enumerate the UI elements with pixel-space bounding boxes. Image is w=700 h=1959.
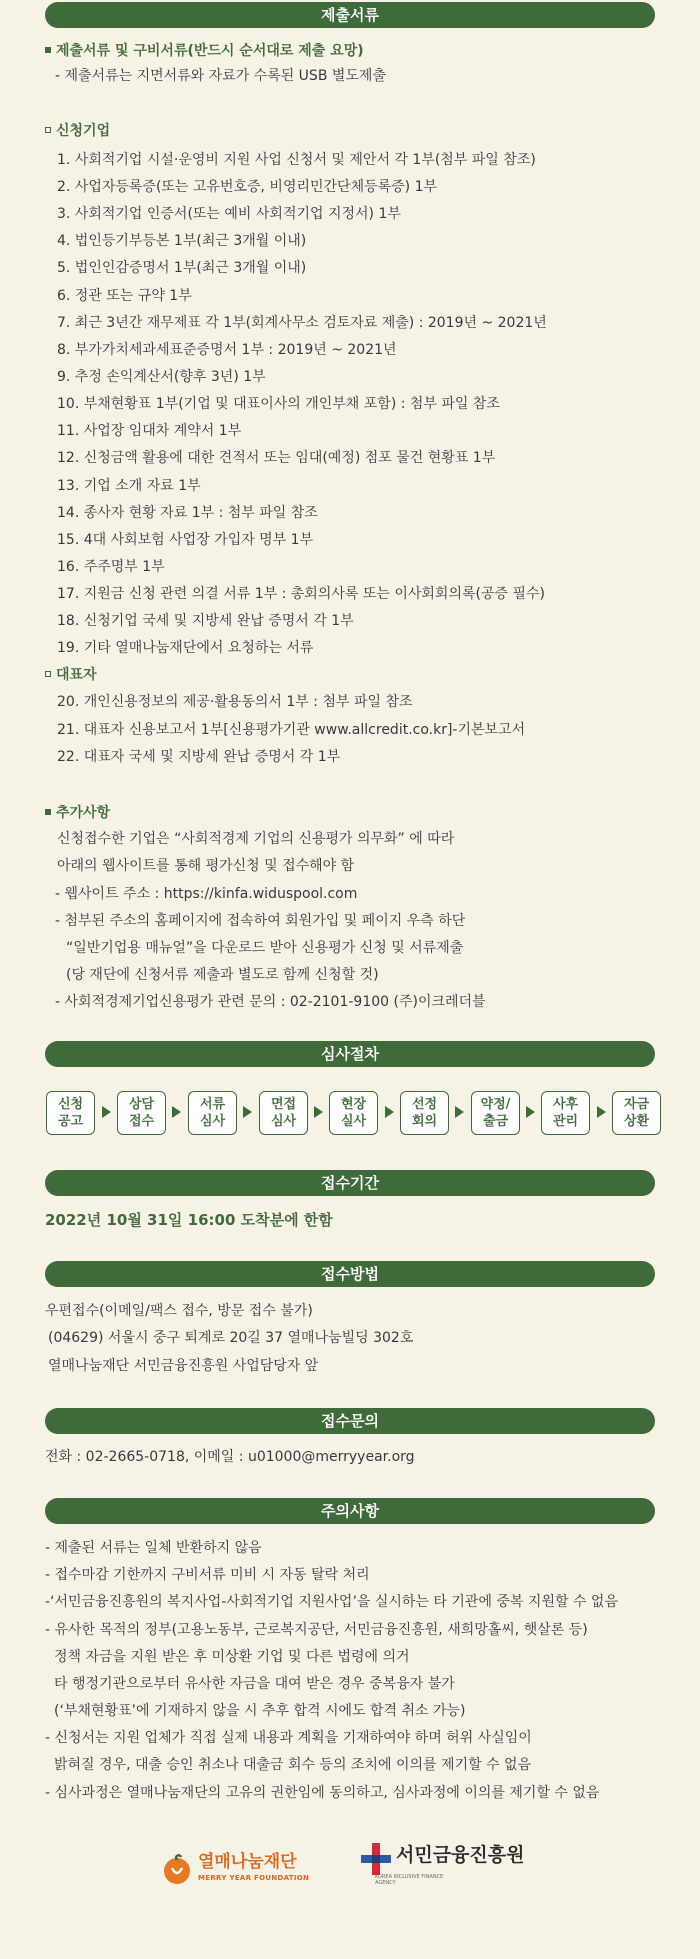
applicant-item: 2. 사업자등록증(또는 고유번호증, 비영리민간단체등록증) 1부	[57, 179, 438, 195]
caution-line: (‘부채현황표’에 기재하지 않을 시 추후 합격 시에도 합격 취소 가능)	[54, 1703, 466, 1719]
applicant-item: 9. 추정 손익계산서(향후 3년) 1부	[57, 369, 266, 385]
deadline-text: 2022년 10월 31일 16:00 도착분에 한함	[45, 1211, 333, 1229]
applicant-item: 10. 부채현황표 1부(기업 및 대표이사의 개인부채 포함) : 첨부 파일 참조	[57, 396, 500, 412]
kinfa-logo	[361, 1840, 541, 1894]
kinfa-symbol-icon	[361, 1843, 391, 1875]
caution-line: - 접수마감 기한까지 구비서류 미비 시 자동 탈락 처리	[45, 1567, 370, 1583]
fruit-logo-icon	[160, 1852, 194, 1886]
process-step-7: 약정/ 출금	[471, 1091, 520, 1135]
section-header-docs: 제출서류	[45, 2, 655, 28]
process-step-3: 서류 심사	[188, 1091, 237, 1135]
caution-line: - 제출된 서류는 일체 반환하지 않음	[45, 1540, 262, 1556]
ceo-heading: 대표자	[45, 665, 97, 685]
bullet-square-icon	[45, 809, 51, 815]
extra-heading: 추가사항	[45, 803, 110, 823]
applicant-item: 14. 종사자 현황 자료 1부 : 첨부 파일 참조	[57, 505, 318, 521]
method-line: (04629) 서울시 중구 퇴계로 20길 37 열매나눔빌딩 302호	[48, 1330, 414, 1346]
ceo-item: 20. 개인신용정보의 제공·활용동의서 1부 : 첨부 파일 참조	[57, 694, 413, 710]
applicant-item: 12. 신청금액 활용에 대한 견적서 또는 임대(예정) 점포 물건 현황표 1부	[57, 450, 496, 466]
caution-line: -‘서민금융진흥원의 복지사업-사회적기업 지원사업’을 실시하는 타 기관에 중복 지원할 수 없음	[45, 1594, 618, 1610]
merry-logo-text: 열매나눔재단	[198, 1852, 297, 1872]
applicant-item: 8. 부가가치세과세표준증명서 1부 : 2019년 ~ 2021년	[57, 342, 397, 358]
kinfa-logo-text: 서민금융진흥원	[396, 1844, 525, 1866]
extra-line: - 사회적경제기업신용평가 관련 문의 : 02-2101-9100 (주)이크레더블	[55, 994, 486, 1010]
section-header-process: 심사절차	[45, 1041, 655, 1067]
merry-year-foundation-logo	[160, 1846, 335, 1892]
process-step-8: 사후 관리	[541, 1091, 590, 1135]
method-line: 열매나눔재단 서민금융진흥원 사업담당자 앞	[48, 1358, 319, 1374]
applicant-item: 4. 법인등기부등본 1부(최근 3개월 이내)	[57, 233, 307, 249]
applicant-item: 3. 사회적기업 인증서(또는 예비 사회적기업 지정서) 1부	[57, 206, 401, 222]
arrow-right-icon	[314, 1106, 323, 1118]
process-step-6: 선정 회의	[400, 1091, 449, 1135]
caution-line: 정책 자금을 지원 받은 후 미상환 기업 및 다른 법령에 의거	[54, 1649, 410, 1665]
merry-logo-subtext: MERRY YEAR FOUNDATION	[198, 1874, 310, 1882]
bullet-square-icon	[45, 127, 51, 133]
required-docs-heading: 제출서류 및 구비서류(반드시 순서대로 제출 요망)	[45, 41, 364, 61]
email-address[interactable]: u01000@merryyear.org	[247, 1449, 415, 1465]
section-header-method: 접수방법	[45, 1261, 655, 1287]
required-docs-note: - 제출서류는 지면서류와 자료가 수록된 USB 별도제출	[55, 68, 386, 84]
ceo-item: 21. 대표자 신용보고서 1부[신용평가기관 www.allcredit.co.kr]-기본보고서	[57, 722, 526, 738]
applicant-item: 6. 정관 또는 규약 1부	[57, 288, 192, 304]
arrow-right-icon	[597, 1106, 606, 1118]
extra-line: 아래의 웹사이트를 통해 평가신청 및 접수해야 함	[57, 858, 355, 874]
arrow-right-icon	[243, 1106, 252, 1118]
method-line: 우편접수(이메일/팩스 접수, 방문 접수 불가)	[45, 1303, 313, 1319]
caution-line: - 신청서는 지원 업체가 직접 실제 내용과 계획을 기재하여야 하며 허위 사실임이	[45, 1730, 532, 1746]
applicant-item: 16. 주주명부 1부	[57, 559, 165, 575]
caution-line: 타 행정기관으로부터 유사한 자금을 대여 받은 경우 중복융자 불가	[54, 1676, 455, 1692]
process-step-9: 자금 상환	[612, 1091, 661, 1135]
applicant-item: 1. 사회적기업 시설·운영비 지원 사업 신청서 및 제안서 각 1부(첨부 파일 참조)	[57, 152, 536, 168]
arrow-right-icon	[385, 1106, 394, 1118]
process-step-5: 현장 실사	[329, 1091, 378, 1135]
section-header-caution: 주의사항	[45, 1498, 655, 1524]
extra-line: 신청접수한 기업은 “사회적경제 기업의 신용평가 의무화” 에 따라	[57, 831, 455, 847]
section-header-inquiry: 접수문의	[45, 1408, 655, 1434]
inquiry-line: 전화 : 02-2665-0718, 이메일 : u01000@merryyear.org	[45, 1449, 415, 1465]
kinfa-logo-subtext: KOREA INCLUSIVE FINANCE AGENCY	[375, 1874, 444, 1886]
extra-line: - 웹사이트 주소 : https://kinfa.widuspool.com	[55, 886, 358, 902]
process-step-4: 면접 심사	[259, 1091, 308, 1135]
arrow-right-icon	[102, 1106, 111, 1118]
applicant-item: 7. 최근 3년간 재무제표 각 1부(회계사무소 검토자료 제출) : 2019년 ~ 2021년	[57, 315, 547, 331]
caution-line: - 유사한 목적의 정부(고용노동부, 근로복지공단, 서민금융진흥원, 새희망홀씨, 햇살론 등)	[45, 1622, 588, 1638]
applicant-item: 11. 사업장 임대차 계약서 1부	[57, 423, 242, 439]
extra-line: “일반기업용 매뉴얼”을 다운로드 받아 신용평가 신청 및 서류제출	[66, 940, 464, 956]
phone-number: 02-2665-0718	[85, 1449, 185, 1465]
arrow-right-icon	[455, 1106, 464, 1118]
section-header-period: 접수기간	[45, 1170, 655, 1196]
arrow-right-icon	[526, 1106, 535, 1118]
applicant-heading: 신청기업	[45, 121, 110, 141]
ceo-item: 22. 대표자 국세 및 지방세 완납 증명서 각 1부	[57, 749, 341, 765]
extra-line: - 첨부된 주소의 홈페이지에 접속하여 회원가입 및 페이지 우측 하단	[55, 913, 466, 929]
applicant-item: 19. 기타 열매나눔재단에서 요청하는 서류	[57, 640, 314, 656]
caution-line: - 심사과정은 열매나눔재단의 고유의 권한임에 동의하고, 심사과정에 이의를 제기할 수 없음	[45, 1785, 600, 1801]
extra-line: (당 재단에 신청서류 제출과 별도로 함께 신청할 것)	[66, 967, 379, 983]
bullet-square-icon	[45, 671, 51, 677]
applicant-item: 13. 기업 소개 자료 1부	[57, 478, 201, 494]
applicant-item: 17. 지원금 신청 관련 의결 서류 1부 : 총회의사록 또는 이사회회의록(공증 필수)	[57, 586, 545, 602]
bullet-square-icon	[45, 47, 51, 53]
applicant-item: 18. 신청기업 국세 및 지방세 완납 증명서 각 1부	[57, 613, 354, 629]
caution-line: 밝혀질 경우, 대출 승인 취소나 대출금 회수 등의 조치에 이의를 제기할 수 없음	[54, 1757, 532, 1773]
process-step-1: 신청 공고	[46, 1091, 95, 1135]
applicant-item: 15. 4대 사회보험 사업장 가입자 명부 1부	[57, 532, 314, 548]
process-step-2: 상담 접수	[117, 1091, 166, 1135]
applicant-item: 5. 법인인감증명서 1부(최근 3개월 이내)	[57, 260, 307, 276]
arrow-right-icon	[172, 1106, 181, 1118]
